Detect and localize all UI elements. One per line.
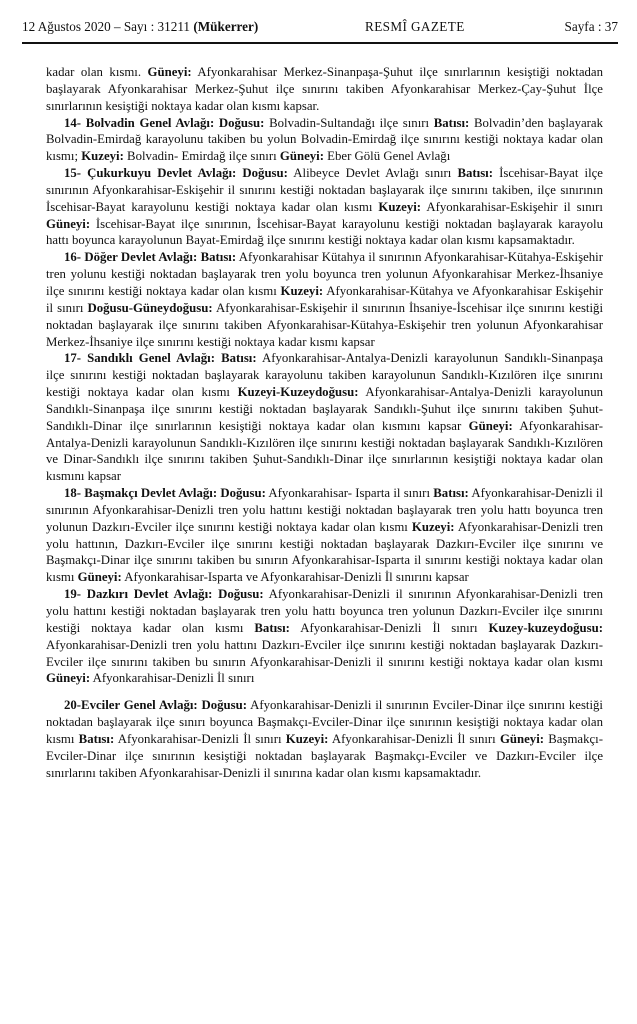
text-run: Afyonkarahisar-Denizli İl sınırı [90,671,255,686]
bold-label: Kuzeyi: [411,519,455,534]
text-run: Afyonkarahisar-Eskişehir il sınırı [421,199,603,214]
text-run: kadar olan kısmı. [46,65,148,79]
section-paragraph [46,586,603,687]
bold-label: Kuzeyi: [378,199,422,214]
text-run: Eber Gölü Genel Avlağı [323,149,451,164]
text-run: Afyonkarahisar-Denizli İl sınırı [114,731,286,746]
bold-label: Güneyi: [46,216,91,231]
bold-label: Kuzeyi: [285,731,329,746]
bold-label: 19- Dazkırı Devlet Avlağı: Doğusu: [64,587,264,602]
text-run: Afyonkarahisar- Isparta il sınırı [265,486,434,501]
text-run: Afyonkarahisar-Antalya-Denizli karayolunun Sandıklı-Kızılören ilçe sınırını kestiği noktadan başlayarak Sandıklı-Kızılören ve Dinar-Sandıklı ilçe sınırını takiben Şuhut-Sandıklı-Dinar ilçe sınırlarının kesiştiği noktaya kadar olan kısmını kapsar [46,418,604,484]
text-run: Afyonkarahisar-Kütahya ve Afyonkarahisar Eskişehir il sınırı [46,283,603,315]
bold-label: Güneyi: [279,149,324,164]
bold-label: Güneyi: [77,570,122,585]
text-run: İscehisar-Bayat ilçe sınırının Afyonkarahisar-Eskişehir il sınırını kestiği noktadan başlayarak ilçe sınırını takiben, ilçe sınırının İscehisar-Bayat karayolunu kestiği noktaya kadar olan kısmı [46,166,603,214]
bold-label: Güneyi: [499,731,545,746]
text-run: Afyonkarahisar Merkez-Sinanpaşa-Şuhut ilçe sınırlarının kesiştiği noktadan başlayarak Afyonkarahisar Merkez-Şuhut ilçe sınırını takiben Afyonkarahisar Merkez-Çay-Şuhut İlçe sınırlarının kesiştiği noktaya kadar olan kısmı kapsar. [46,65,603,113]
text-run: Bolvadin- Emirdağ ilçe sınırı [123,149,280,164]
text-run: Afyonkarahisar-Antalya-Denizli karayolunun Sandıklı-Sinanpaşa ilçe sınırını kestiği noktadan başlayarak karayolunu takiben karayolunun Sandıklı-Kızılören ilçe sınırını kestiği noktaya kadar olan kısmı [46,351,604,400]
text-run: Başmakçı-Evciler-Dinar ilçe sınırının kesiştiği noktadan başlayarak Başmakçı-Evciler ve Dazkırı-Evciler ilçe sınırlarını takiben Afyonkarahisar-Denizli il sınırına kadar olan kısmı kapsamaktadır. [46,731,603,780]
issue-date-text: 12 Ağustos 2020 – Sayı : 31211 [22,19,194,34]
text-run: İscehisar-Bayat ilçe sınırının, İscehisar-Bayat karayolunu kestiği noktadan başlayarak karayolu hattı boyunca karayolunun Bayat-Emirdağ ilçe sınırını kestiği noktaya kadar olan kısmı kapsamaktadır. [46,216,603,248]
bold-label: Güneyi: [468,418,513,433]
edition-label: (Mükerrer) [193,19,259,34]
text-run: Afyonkarahisar-Denizli il sınırının Afyonkarahisar-Denizli tren yolu hattını kestiği noktadan başlayarak tren yolu hattı boyunca tren yolunun Dazkırı-Evciler ilçe sınırını kestiği noktaya kadar olan kısmı [46,486,603,534]
text-run: Afyonkarahisar-Denizli İl sınırı [328,731,500,746]
text-run: Afyonkarahisar-Eskişehir il sınırının İhsaniye-İscehisar ilçe sınırını kestiği noktadan başlayarak ilçe sınırını takiben Afyonkarahisar-Kütahya-Eskişehir tren yolunun Afyonkarahisar Merkez-İhsaniye ilçe sınırını kestiği noktaya kadar kısmı kapsar [46,300,604,349]
section-paragraph [46,350,603,485]
header-rule [22,42,618,44]
section-paragraph [46,165,603,249]
text-run: Afyonkarahisar-Denizli İl sınırı [289,620,489,635]
text-run: Afyonkarahisar-Denizli tren yolu hattını Dazkırı-Evciler ilçe sınırını kestiği noktadan başlayarak Dazkırı-Evciler ilçe sınırını takiben bu sınırın Afyonkarahisar-Denizli il sınırını kestiği noktaya kadar olan kısmı [46,637,603,669]
gazette-title: RESMÎ GAZETE [365,19,465,34]
page-number: Sayfa : 37 [564,19,618,34]
page-header [22,16,618,38]
bold-label: Kuzeyi: [81,149,124,164]
section-paragraph [46,115,603,166]
text-run: Afyonkarahisar-Denizli il sınırının Evciler-Dinar ilçe sınırını kestiği noktadan başlayarak ilçe sınırı boyunca Başmakçı-Evciler-Dinar ilçe sınırının kesiştiği noktaya kadar olan kısmı [46,698,603,746]
section-paragraph [46,697,603,781]
bold-label: Doğusu-Güneydoğusu: [87,300,213,315]
bold-label: Güneyi: [46,671,91,686]
bold-label: Batısı: [78,731,115,746]
intro-paragraph [46,64,603,115]
text-run: Afyonkarahisar-Denizli tren yolu hattının, Dazkırı-Evciler ilçe sınırını kestiği noktadan başlayarak Dazkırı-Evciler ilçe sınırını ve Başmakçı-Dinar ilçe sınırını takiben bu sınırın Afyonkarahisar-Isparta il sınırını kestiği noktaya kadar olan kısmı [46,519,604,585]
section-paragraph [46,249,603,350]
section-paragraph [46,485,603,586]
text-run: Afyonkarahisar-Isparta ve Afyonkarahisar-Denizli İl sınırını kapsar [121,570,469,585]
sections-list [46,115,603,782]
text-run: Bolvadin-Sultandağı ilçe sınırı [264,115,434,130]
text-run: Afyonkarahisar-Antalya-Denizli karayolunun Sandıklı-Sinanpaşa ilçe sınırını kestiği noktadan başlayarak Sandıklı-Şuhut ilçe sınırını takiben Şuhut-Sandıklı-Dinar ilçe sınırlarının kesiştiği noktaya kadar olan kısmını kapsar [46,385,603,433]
bold-label: 18- Başmakçı Devlet Avlağı: Doğusu: [64,486,266,501]
bold-label: 14- Bolvadin Genel Avlağı: Doğusu: [64,115,265,130]
bold-label: 16- Döğer Devlet Avlağı: Batısı: [64,250,237,265]
bold-label: Kuzeyi: [280,283,324,298]
text-run: Bolvadin’den başlayarak Bolvadin-Emirdağ karayolunu takiben bu yolun Bolvadin-Emirdağ ilçe sınırını kestiği noktaya kadar olan kısmı; [46,115,603,164]
document-body [46,64,603,781]
bold-label: Kuzey-kuzeydoğusu: [488,620,603,635]
bold-label: Batısı: [254,620,290,635]
bold-label: Batısı: [433,486,469,501]
bold-label: Batısı: [433,115,470,130]
issue-date-number [22,16,258,38]
bold-label: 15- Çukurkuyu Devlet Avlağı: Doğusu: [64,166,288,181]
bold-label: Kuzeyi-Kuzeydoğusu: [237,385,359,400]
bold-label: 20-Evciler Genel Avlağı: Doğusu: [64,698,248,713]
bold-label: Güneyi: [147,65,192,79]
text-run: Afyonkarahisar-Denizli il sınırının Afyonkarahisar-Denizli tren yolu hattını kestiği noktadan başlayarak tren yolu hattı boyunca tren yolunun Dazkırı-Evciler ilçe sınırını kestiği noktaya kadar olan kısmı [46,587,603,635]
text-run: Alibeyce Devlet Avlağı sınırı [287,166,458,181]
text-run: Afyonkarahisar Kütahya il sınırının Afyonkarahisar-Kütahya-Eskişehir tren yolunu kestiği noktadan başlayarak tren yolu boyunca tren yolunun Afyonkarahisar Merkez-İhsaniye ilçe sınırını kestiği noktaya kadar olan kısmı [46,250,603,298]
bold-label: Batısı: [457,166,493,181]
bold-label: 17- Sandıklı Genel Avlağı: Batısı: [64,351,257,366]
